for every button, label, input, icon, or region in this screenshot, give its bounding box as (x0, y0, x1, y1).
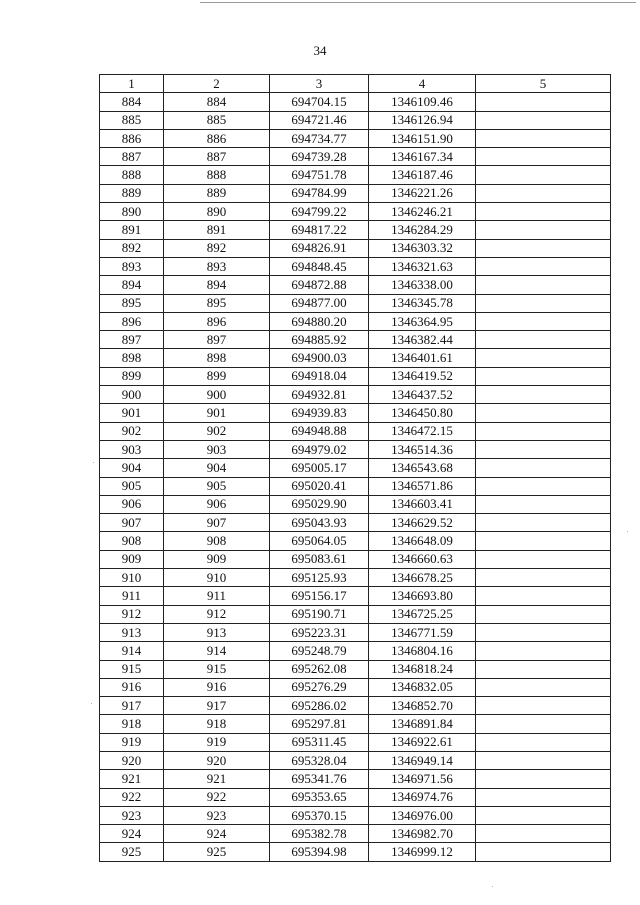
table-cell-col-2: 924 (164, 825, 270, 843)
table-cell-col-5 (476, 257, 611, 275)
table-row (100, 660, 611, 678)
table-cell-col-1: 919 (100, 733, 164, 751)
table-cell-col-4: 1346922.61 (369, 733, 476, 751)
table-body (100, 93, 611, 861)
table-cell-col-4: 1346949.14 (369, 751, 476, 769)
table-cell-col-5 (476, 770, 611, 788)
table-cell-col-3: 695262.08 (270, 660, 369, 678)
table-cell-col-3: 695297.81 (270, 715, 369, 733)
table-row (100, 788, 611, 806)
table-cell-col-1: 898 (100, 349, 164, 367)
table-cell-col-1: 915 (100, 660, 164, 678)
table-cell-col-1: 887 (100, 148, 164, 166)
table-cell-col-5 (476, 331, 611, 349)
top-scan-rule (200, 2, 636, 3)
table-cell-col-2: 917 (164, 697, 270, 715)
table-cell-col-4: 1346450.80 (369, 404, 476, 422)
table-cell-col-1: 885 (100, 111, 164, 129)
table-cell-col-3: 694751.78 (270, 166, 369, 184)
table-cell-col-5 (476, 294, 611, 312)
table-cell-col-5 (476, 312, 611, 330)
table-cell-col-1: 910 (100, 569, 164, 587)
column-header-4: 4 (369, 75, 476, 93)
table-cell-col-5 (476, 843, 611, 861)
table-row (100, 440, 611, 458)
table-cell-col-4: 1346284.29 (369, 221, 476, 239)
table-cell-col-4: 1346571.86 (369, 477, 476, 495)
table-header (100, 75, 611, 93)
table-cell-col-1: 905 (100, 477, 164, 495)
table-cell-col-1: 895 (100, 294, 164, 312)
table-row (100, 550, 611, 568)
table-cell-col-4: 1346246.21 (369, 203, 476, 221)
scan-speck (492, 886, 493, 887)
table-cell-col-2: 918 (164, 715, 270, 733)
table-cell-col-4: 1346818.24 (369, 660, 476, 678)
table-cell-col-2: 920 (164, 751, 270, 769)
table-cell-col-3: 695353.65 (270, 788, 369, 806)
table-cell-col-5 (476, 276, 611, 294)
table-cell-col-4: 1346401.61 (369, 349, 476, 367)
table-cell-col-2: 890 (164, 203, 270, 221)
table-row (100, 477, 611, 495)
table-cell-col-4: 1346472.15 (369, 422, 476, 440)
table-row (100, 166, 611, 184)
table-cell-col-1: 889 (100, 184, 164, 202)
table-row (100, 294, 611, 312)
table-cell-col-1: 922 (100, 788, 164, 806)
table-cell-col-5 (476, 514, 611, 532)
table-cell-col-1: 914 (100, 642, 164, 660)
table-cell-col-5 (476, 440, 611, 458)
table-cell-col-3: 695064.05 (270, 532, 369, 550)
table-cell-col-4: 1346725.25 (369, 605, 476, 623)
header-row (100, 75, 611, 93)
table-cell-col-2: 907 (164, 514, 270, 532)
table-cell-col-5 (476, 422, 611, 440)
table-cell-col-2: 895 (164, 294, 270, 312)
table-cell-col-2: 899 (164, 367, 270, 385)
table-row (100, 257, 611, 275)
table-cell-col-5 (476, 459, 611, 477)
table-cell-col-5 (476, 587, 611, 605)
table-cell-col-5 (476, 605, 611, 623)
table-cell-col-5 (476, 221, 611, 239)
table-row (100, 129, 611, 147)
table-cell-col-3: 694848.45 (270, 257, 369, 275)
table-cell-col-5 (476, 642, 611, 660)
table-cell-col-1: 908 (100, 532, 164, 550)
table-cell-col-5 (476, 660, 611, 678)
table-cell-col-2: 914 (164, 642, 270, 660)
table-cell-col-1: 911 (100, 587, 164, 605)
table-cell-col-1: 924 (100, 825, 164, 843)
table-cell-col-2: 898 (164, 349, 270, 367)
table-row (100, 642, 611, 660)
table-row (100, 715, 611, 733)
table-cell-col-3: 694734.77 (270, 129, 369, 147)
table-row (100, 459, 611, 477)
table-cell-col-2: 916 (164, 678, 270, 696)
table-cell-col-2: 902 (164, 422, 270, 440)
table-cell-col-1: 906 (100, 495, 164, 513)
table-cell-col-5 (476, 239, 611, 257)
table-cell-col-3: 694739.28 (270, 148, 369, 166)
table-row (100, 751, 611, 769)
table-cell-col-4: 1346852.70 (369, 697, 476, 715)
table-row (100, 843, 611, 861)
table-cell-col-4: 1346804.16 (369, 642, 476, 660)
table-cell-col-4: 1346126.94 (369, 111, 476, 129)
table-cell-col-3: 695156.17 (270, 587, 369, 605)
table-cell-col-1: 888 (100, 166, 164, 184)
table-cell-col-3: 695311.45 (270, 733, 369, 751)
table-row (100, 367, 611, 385)
table-cell-col-5 (476, 715, 611, 733)
table-cell-col-3: 695005.17 (270, 459, 369, 477)
table-cell-col-3: 694918.04 (270, 367, 369, 385)
table-cell-col-5 (476, 367, 611, 385)
table-cell-col-1: 900 (100, 386, 164, 404)
table-cell-col-5 (476, 203, 611, 221)
table-cell-col-4: 1346660.63 (369, 550, 476, 568)
table-cell-col-3: 695029.90 (270, 495, 369, 513)
table-cell-col-1: 918 (100, 715, 164, 733)
table-cell-col-2: 888 (164, 166, 270, 184)
table-cell-col-3: 695341.76 (270, 770, 369, 788)
table-cell-col-4: 1346648.09 (369, 532, 476, 550)
table-cell-col-4: 1346976.00 (369, 806, 476, 824)
table-cell-col-5 (476, 166, 611, 184)
table-cell-col-5 (476, 733, 611, 751)
table-cell-col-5 (476, 386, 611, 404)
table-cell-col-2: 923 (164, 806, 270, 824)
table-cell-col-4: 1346771.59 (369, 623, 476, 641)
table-cell-col-1: 896 (100, 312, 164, 330)
table-row (100, 422, 611, 440)
table-row (100, 111, 611, 129)
table-cell-col-2: 900 (164, 386, 270, 404)
table-cell-col-2: 904 (164, 459, 270, 477)
table-cell-col-4: 1346109.46 (369, 93, 476, 111)
table-cell-col-3: 694721.46 (270, 111, 369, 129)
table-row (100, 276, 611, 294)
table-cell-col-2: 891 (164, 221, 270, 239)
table-cell-col-3: 695190.71 (270, 605, 369, 623)
table-cell-col-3: 694877.00 (270, 294, 369, 312)
table-cell-col-1: 921 (100, 770, 164, 788)
table-row (100, 825, 611, 843)
column-header-1: 1 (100, 75, 164, 93)
table-cell-col-4: 1346982.70 (369, 825, 476, 843)
table-cell-col-1: 913 (100, 623, 164, 641)
table-cell-col-1: 903 (100, 440, 164, 458)
table-row (100, 93, 611, 111)
table-cell-col-2: 894 (164, 276, 270, 294)
column-header-5: 5 (476, 75, 611, 93)
table-cell-col-4: 1346543.68 (369, 459, 476, 477)
table-row (100, 733, 611, 751)
table-row (100, 312, 611, 330)
table-cell-col-5 (476, 806, 611, 824)
table-cell-col-4: 1346167.34 (369, 148, 476, 166)
table-cell-col-3: 694900.03 (270, 349, 369, 367)
table-cell-col-3: 695286.02 (270, 697, 369, 715)
table-cell-col-1: 923 (100, 806, 164, 824)
table-cell-col-1: 912 (100, 605, 164, 623)
table-cell-col-4: 1346187.46 (369, 166, 476, 184)
table-cell-col-3: 694939.83 (270, 404, 369, 422)
table-cell-col-1: 909 (100, 550, 164, 568)
table-cell-col-4: 1346221.26 (369, 184, 476, 202)
table-cell-col-4: 1346321.63 (369, 257, 476, 275)
table-cell-col-5 (476, 678, 611, 696)
table-cell-col-2: 885 (164, 111, 270, 129)
table-row (100, 623, 611, 641)
table-cell-col-2: 910 (164, 569, 270, 587)
table-cell-col-3: 694885.92 (270, 331, 369, 349)
table-cell-col-3: 695394.98 (270, 843, 369, 861)
table-cell-col-1: 904 (100, 459, 164, 477)
table-cell-col-4: 1346514.36 (369, 440, 476, 458)
table-row (100, 569, 611, 587)
column-header-3: 3 (270, 75, 369, 93)
table-cell-col-2: 901 (164, 404, 270, 422)
column-header-2: 2 (164, 75, 270, 93)
table-cell-col-5 (476, 697, 611, 715)
table-cell-col-1: 902 (100, 422, 164, 440)
table-cell-col-2: 884 (164, 93, 270, 111)
table-cell-col-1: 893 (100, 257, 164, 275)
table-cell-col-2: 908 (164, 532, 270, 550)
table-cell-col-3: 695328.04 (270, 751, 369, 769)
table-cell-col-3: 695020.41 (270, 477, 369, 495)
table-row (100, 184, 611, 202)
table-row (100, 770, 611, 788)
table-cell-col-4: 1346437.52 (369, 386, 476, 404)
table-cell-col-2: 913 (164, 623, 270, 641)
table-cell-col-1: 917 (100, 697, 164, 715)
table-cell-col-3: 694704.15 (270, 93, 369, 111)
table-cell-col-3: 695083.61 (270, 550, 369, 568)
table-cell-col-4: 1346971.56 (369, 770, 476, 788)
table-row (100, 404, 611, 422)
table-cell-col-2: 919 (164, 733, 270, 751)
table-cell-col-3: 694979.02 (270, 440, 369, 458)
table-cell-col-2: 897 (164, 331, 270, 349)
table-cell-col-3: 695276.29 (270, 678, 369, 696)
table-cell-col-1: 892 (100, 239, 164, 257)
table-row (100, 514, 611, 532)
table-cell-col-4: 1346629.52 (369, 514, 476, 532)
table-row (100, 203, 611, 221)
table-cell-col-1: 897 (100, 331, 164, 349)
table-cell-col-4: 1346338.00 (369, 276, 476, 294)
table-cell-col-1: 890 (100, 203, 164, 221)
table-cell-col-5 (476, 111, 611, 129)
table-cell-col-4: 1346974.76 (369, 788, 476, 806)
table-row (100, 221, 611, 239)
table-cell-col-3: 695370.15 (270, 806, 369, 824)
table-cell-col-5 (476, 93, 611, 111)
table-cell-col-3: 695125.93 (270, 569, 369, 587)
table-cell-col-2: 903 (164, 440, 270, 458)
table-cell-col-1: 925 (100, 843, 164, 861)
table-row (100, 386, 611, 404)
table-cell-col-5 (476, 129, 611, 147)
scan-speck (91, 703, 92, 704)
table-cell-col-3: 694872.88 (270, 276, 369, 294)
table-cell-col-2: 892 (164, 239, 270, 257)
table-cell-col-5 (476, 751, 611, 769)
table-cell-col-1: 886 (100, 129, 164, 147)
table-cell-col-4: 1346999.12 (369, 843, 476, 861)
table-cell-col-3: 694826.91 (270, 239, 369, 257)
table-cell-col-1: 884 (100, 93, 164, 111)
table-cell-col-1: 894 (100, 276, 164, 294)
table-row (100, 239, 611, 257)
table-cell-col-4: 1346345.78 (369, 294, 476, 312)
table-cell-col-2: 915 (164, 660, 270, 678)
table-cell-col-3: 694817.22 (270, 221, 369, 239)
scan-speck (93, 462, 94, 463)
table-row (100, 806, 611, 824)
coordinates-table (99, 74, 611, 862)
table-cell-col-4: 1346832.05 (369, 678, 476, 696)
table-cell-col-1: 899 (100, 367, 164, 385)
table-cell-col-1: 901 (100, 404, 164, 422)
table-cell-col-1: 891 (100, 221, 164, 239)
table-cell-col-5 (476, 184, 611, 202)
table-cell-col-3: 695248.79 (270, 642, 369, 660)
table-cell-col-2: 905 (164, 477, 270, 495)
table-cell-col-1: 907 (100, 514, 164, 532)
table-cell-col-3: 694880.20 (270, 312, 369, 330)
table-cell-col-5 (476, 825, 611, 843)
table-cell-col-2: 921 (164, 770, 270, 788)
table-cell-col-4: 1346603.41 (369, 495, 476, 513)
table-cell-col-5 (476, 404, 611, 422)
table-cell-col-2: 925 (164, 843, 270, 861)
table-cell-col-5 (476, 532, 611, 550)
table-row (100, 331, 611, 349)
table-row (100, 678, 611, 696)
table-cell-col-2: 896 (164, 312, 270, 330)
table-cell-col-4: 1346364.95 (369, 312, 476, 330)
table-cell-col-4: 1346151.90 (369, 129, 476, 147)
table-cell-col-5 (476, 349, 611, 367)
table-cell-col-5 (476, 623, 611, 641)
scan-speck (627, 531, 628, 532)
table-cell-col-3: 694948.88 (270, 422, 369, 440)
table-cell-col-2: 922 (164, 788, 270, 806)
table-row (100, 349, 611, 367)
table-cell-col-4: 1346891.84 (369, 715, 476, 733)
table-cell-col-3: 694784.99 (270, 184, 369, 202)
table-cell-col-5 (476, 550, 611, 568)
table-cell-col-2: 887 (164, 148, 270, 166)
table-cell-col-5 (476, 495, 611, 513)
table-cell-col-5 (476, 477, 611, 495)
table-cell-col-3: 695223.31 (270, 623, 369, 641)
table-row (100, 697, 611, 715)
table-row (100, 532, 611, 550)
table-cell-col-2: 912 (164, 605, 270, 623)
table-row (100, 605, 611, 623)
table-cell-col-4: 1346303.32 (369, 239, 476, 257)
table-cell-col-4: 1346382.44 (369, 331, 476, 349)
table-cell-col-2: 909 (164, 550, 270, 568)
table-cell-col-5 (476, 148, 611, 166)
table-cell-col-3: 695382.78 (270, 825, 369, 843)
table-cell-col-4: 1346419.52 (369, 367, 476, 385)
table-cell-col-4: 1346678.25 (369, 569, 476, 587)
table-cell-col-3: 694932.81 (270, 386, 369, 404)
table-cell-col-2: 911 (164, 587, 270, 605)
table-cell-col-3: 695043.93 (270, 514, 369, 532)
table-row (100, 587, 611, 605)
table-cell-col-2: 886 (164, 129, 270, 147)
table-row (100, 495, 611, 513)
table-cell-col-1: 920 (100, 751, 164, 769)
page-number: 34 (313, 43, 327, 58)
table-cell-col-4: 1346693.80 (369, 587, 476, 605)
table-cell-col-5 (476, 788, 611, 806)
table-cell-col-1: 916 (100, 678, 164, 696)
table-row (100, 148, 611, 166)
table-cell-col-2: 889 (164, 184, 270, 202)
table-cell-col-2: 893 (164, 257, 270, 275)
table-cell-col-5 (476, 569, 611, 587)
table-cell-col-3: 694799.22 (270, 203, 369, 221)
table-cell-col-2: 906 (164, 495, 270, 513)
